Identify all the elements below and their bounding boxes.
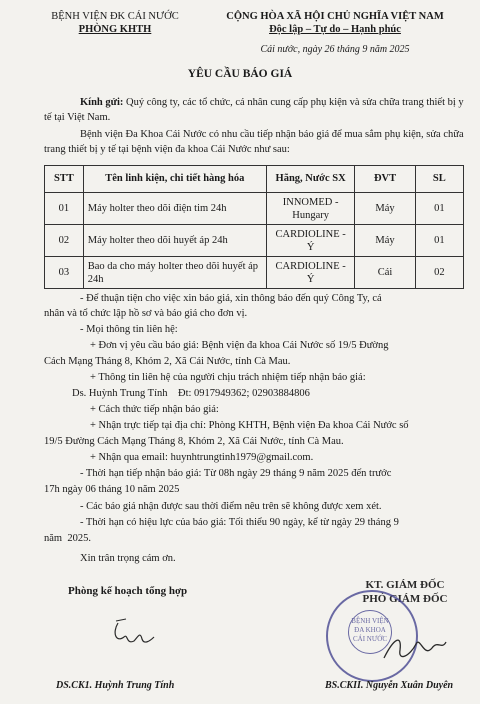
signer-right-name: BS.CKII. Nguyễn Xuân Duyên	[325, 680, 454, 691]
cell-brand: INNOMED - Hungary	[266, 193, 355, 225]
cell-unit: Cái	[355, 257, 415, 289]
table-row	[45, 257, 464, 289]
greeting-text: Quý công ty, các tổ chức, cá nhân cung cấp phụ kiện và sửa chữa trang thiết bị y tế tại Việt Nam.	[44, 97, 464, 123]
signer-right-title-line1: KT. GIÁM ĐỐC	[365, 579, 445, 591]
cell-unit: Máy	[355, 225, 415, 257]
org-unit: PHÒNG KHTH	[78, 24, 152, 35]
table-row	[45, 225, 464, 257]
cell-item: Máy holter theo dõi huyết áp 24h	[83, 225, 266, 257]
cell-stt: 01	[45, 193, 84, 225]
quote-table	[44, 165, 464, 289]
org-name: BỆNH VIỆN ĐK CÁI NƯỚC	[51, 11, 179, 22]
cell-brand: CARDIOLINE - Ý	[266, 257, 355, 289]
note-line: - Mọi thông tin liên hệ:	[80, 324, 178, 335]
note-line: - Để thuận tiện cho việc xin báo giá, xin thông báo đến quý Công Ty, cá	[80, 293, 382, 304]
cell-qty: 01	[415, 225, 463, 257]
cell-brand: CARDIOLINE - Ý	[266, 225, 355, 257]
note-line: năm 2025.	[44, 533, 91, 544]
col-header-qty: SL	[415, 166, 463, 193]
note-line: + Thông tin liên hệ của người chịu trách nhiệm tiếp nhận báo giá:	[90, 372, 366, 383]
note-line: + Nhận qua email: huynhtrungtinh1979@gmail.com.	[90, 452, 314, 463]
note-line: Cách Mạng Tháng 8, Khóm 2, Xã Cái Nước, tỉnh Cà Mau.	[44, 356, 291, 367]
note-line: + Đơn vị yêu cầu báo giá: Bệnh viện đa khoa Cái Nước số 19/5 Đường	[90, 340, 389, 351]
note-line: nhân và tổ chức lập hồ sơ và báo giá cho đơn vị.	[44, 308, 248, 319]
cell-stt: 02	[45, 225, 84, 257]
closing-line: Xin trân trọng cám ơn.	[80, 553, 176, 564]
cell-item: Bao da cho máy holter theo dõi huyết áp 24h	[83, 257, 266, 289]
greeting	[44, 95, 464, 125]
signer-right-title-line2: PHÓ GIÁM ĐỐC	[362, 593, 448, 605]
cell-qty: 02	[415, 257, 463, 289]
table-header-row	[45, 166, 464, 193]
col-header-unit: ĐVT	[355, 166, 415, 193]
note-line: 19/5 Đường Cách Mạng Tháng 8, Khóm 2, Xã Cái Nước, tỉnh Cà Mau.	[44, 436, 344, 447]
signer-left-name: DS.CK1. Huỳnh Trung Tính	[56, 680, 175, 691]
stamp-text: BỆNH VIỆN ĐA KHOA CÁI NƯỚC	[348, 610, 392, 654]
table-row	[45, 193, 464, 225]
col-header-item: Tên linh kiện, chi tiết hàng hóa	[83, 166, 266, 193]
note-line: + Cách thức tiếp nhận báo giá:	[90, 404, 219, 415]
col-header-stt: STT	[45, 166, 84, 193]
nation-title: CỘNG HÒA XÃ HỘI CHỦ NGHĨA VIỆT NAM	[226, 11, 444, 22]
document-title: YÊU CẦU BÁO GIÁ	[187, 68, 293, 80]
greeting-label: Kính gửi:	[80, 97, 124, 108]
intro-paragraph: Bệnh viện Đa Khoa Cái Nước có nhu cầu tiếp nhận báo giá để mua sắm phụ kiện, sửa chữa trang thiết bị y tế tại bệnh viện đa khoa Cái Nước như sau:	[44, 129, 464, 155]
document-date: Cái nước, ngày 26 tháng 9 năm 2025	[260, 44, 410, 55]
note-line: - Các báo giá nhận được sau thời điểm nêu trên sẽ không được xem xét.	[80, 501, 382, 512]
signature-right-mark	[380, 628, 450, 672]
col-header-brand: Hãng, Nước SX	[266, 166, 355, 193]
cell-qty: 01	[415, 193, 463, 225]
cell-item: Máy holter theo dõi điện tim 24h	[83, 193, 266, 225]
nation-motto: Độc lập – Tự do – Hạnh phúc	[269, 24, 401, 35]
note-line: - Thời hạn tiếp nhận báo giá: Từ 08h ngày 29 tháng 9 năm 2025 đến trước	[80, 468, 392, 479]
note-line: Ds. Huỳnh Trung Tính Đt: 0917949362; 02903884806	[72, 388, 310, 399]
signer-left-title: Phòng kế hoạch tổng hợp	[68, 585, 188, 597]
note-line: + Nhận trực tiếp tại địa chỉ: Phòng KHTH, Bệnh viện Đa khoa Cái Nước số	[90, 420, 409, 431]
cell-unit: Máy	[355, 193, 415, 225]
signature-left-mark	[110, 615, 160, 649]
note-line: 17h ngày 06 tháng 10 năm 2025	[44, 484, 180, 495]
org-header	[40, 10, 190, 36]
cell-stt: 03	[45, 257, 84, 289]
national-header	[200, 10, 470, 36]
note-line: - Thời hạn có hiệu lực của báo giá: Tối thiểu 90 ngày, kể từ ngày 29 tháng 9	[80, 517, 399, 528]
